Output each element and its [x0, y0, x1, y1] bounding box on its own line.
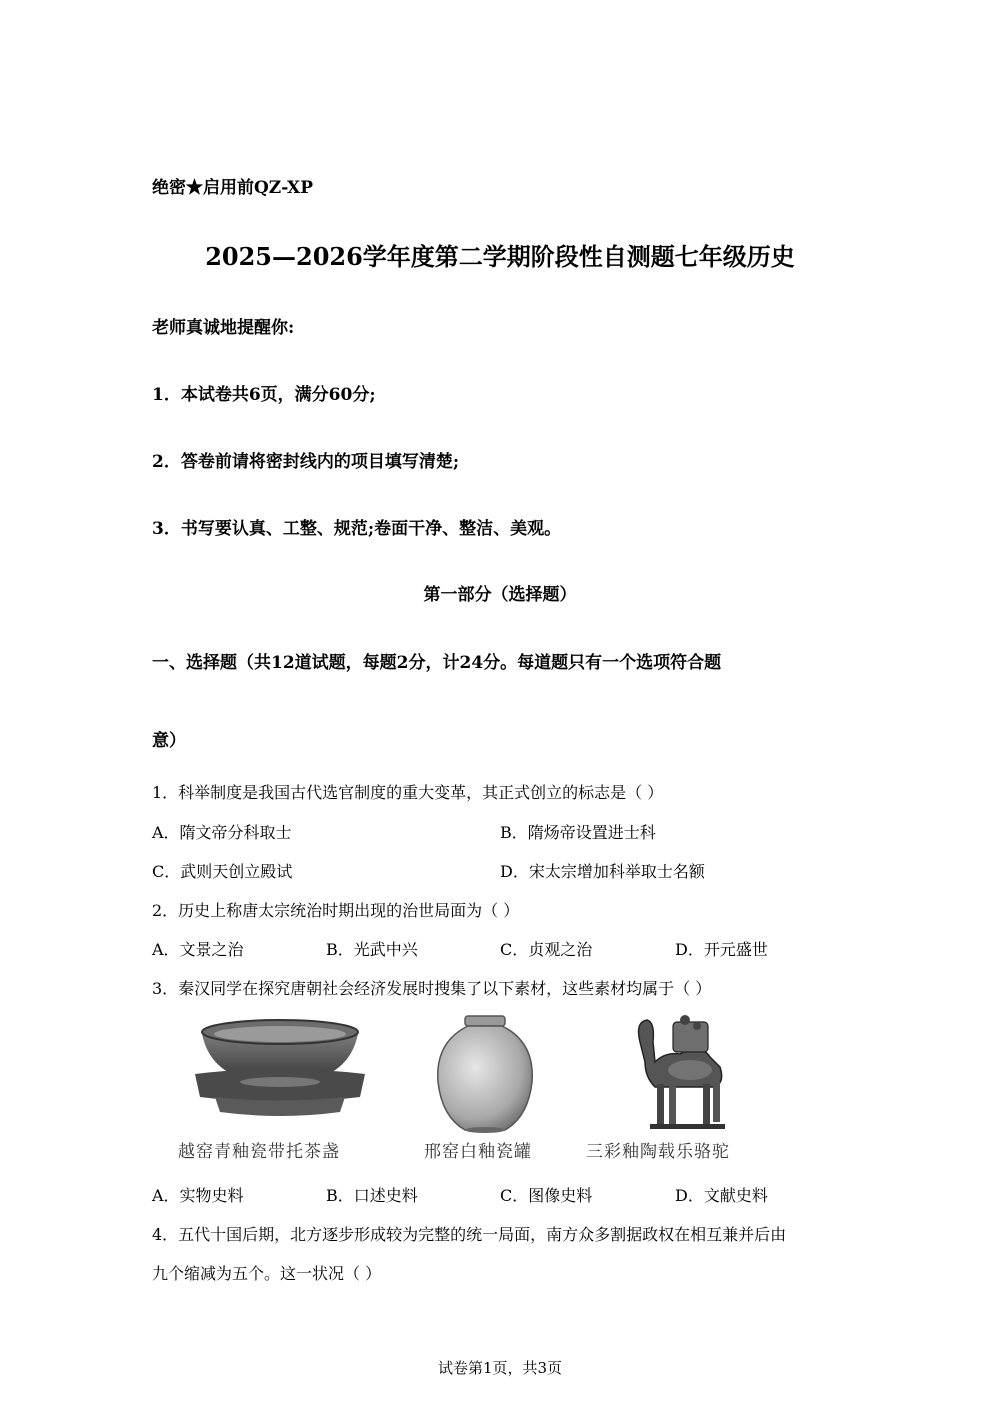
confidential-mark: 绝密★启用前QZ-XP [152, 178, 314, 198]
question-1-option-b[interactable]: B．隋炀帝设置进士科 [500, 823, 656, 842]
question-1-stem: 1．科举制度是我国古代选官制度的重大变革，其正式创立的标志是（ ） [152, 783, 664, 802]
camel-figurine-image [625, 1012, 735, 1137]
figure-caption-tea-bowl: 越窑青釉瓷带托茶盏 [178, 1142, 340, 1162]
section-title: 一、选择题（共12道试题，每题2分，计24分。每道题只有一个选项符合题 [152, 653, 722, 673]
question-3-option-d[interactable]: D．文献史料 [675, 1186, 768, 1205]
exam-title: 2025—2026学年度第二学期阶段性自测题七年级历史 [205, 242, 795, 271]
question-3-option-a[interactable]: A．实物史料 [152, 1186, 244, 1205]
question-4-stem-cont: 九个缩减为五个。这一状况（ ） [152, 1264, 382, 1283]
question-3-option-c[interactable]: C．图像史料 [500, 1186, 593, 1205]
note-2: 2．答卷前请将密封线内的项目填写清楚; [152, 452, 460, 472]
part-title: 第一部分（选择题） [423, 585, 577, 605]
page-footer: 试卷第1页，共3页 [437, 1359, 563, 1377]
question-2-option-c[interactable]: C．贞观之治 [500, 940, 593, 959]
question-2-option-a[interactable]: A．文景之治 [152, 940, 244, 959]
question-1-option-d[interactable]: D．宋太宗增加科举取士名额 [500, 862, 705, 881]
question-2-option-b[interactable]: B．光武中兴 [326, 940, 418, 959]
figure-caption-camel: 三彩釉陶载乐骆驼 [586, 1142, 730, 1162]
note-1: 1．本试卷共6页，满分60分; [152, 385, 376, 405]
question-1-option-a[interactable]: A．隋文帝分科取士 [152, 823, 292, 842]
figure-caption-white-jar: 邢窑白釉瓷罐 [424, 1142, 532, 1162]
question-2-option-d[interactable]: D．开元盛世 [675, 940, 768, 959]
question-4-stem: 4．五代十国后期，北方逐步形成较为完整的统一局面，南方众多割据政权在相互兼并后由 [152, 1225, 787, 1244]
question-3-option-b[interactable]: B．口述史料 [326, 1186, 418, 1205]
tea-bowl-image [190, 1012, 370, 1137]
note-3: 3．书写要认真、工整、规范;卷面干净、整洁、美观。 [152, 519, 562, 539]
question-3-stem: 3．秦汉同学在探究唐朝社会经济发展时搜集了以下素材，这些素材均属于（ ） [152, 979, 712, 998]
question-2-stem: 2．历史上称唐太宗统治时期出现的治世局面为（ ） [152, 901, 520, 920]
question-1-option-c[interactable]: C．武则天创立殿试 [152, 862, 293, 881]
reminder-heading: 老师真诚地提醒你: [152, 318, 295, 338]
section-title-cont: 意） [152, 731, 186, 751]
white-jar-image [430, 1012, 540, 1137]
